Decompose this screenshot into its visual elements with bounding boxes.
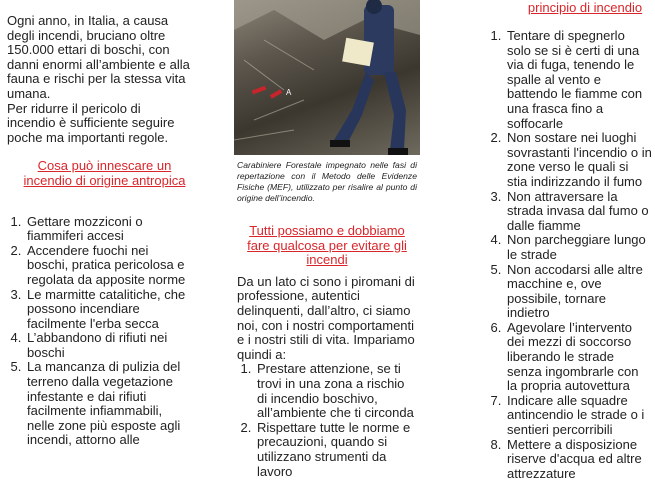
list-item: 1. Tentare di spegnerlo solo se si è certi di una via di fuga, tenendo le spalle al vento e battendo le fiamme con una frasca fino a soffocarle [505,29,652,131]
list-item: 2. Accendere fuochi nei boschi, pratica pericolosa e regolata da apposite norme [25,244,192,288]
section-heading: Cosa può innescare un incendio di origine antropica [23,158,186,188]
list-item: 1. Gettare mozziconi o fiammiferi accesi [25,215,192,244]
list-item: 8. Mettere a disposizione riserve d'acqua ed altre attrezzature [505,438,652,481]
list-item: 5. La mancanza di pulizia del terreno dalla vegetazione infestante e dai rifiuti facilmente infiammabili, nelle zone più esposte agli incendi, attorno alle [25,360,192,448]
list-item: 2. Rispettare tutte le norme e precauzioni, quando si utilizzano strumenti da lavoro [255,421,417,479]
list-item: 7. Indicare alle squadre antincendio le strade o i sentieri percorribili [505,394,652,438]
intro-text-2: Per ridurre il pericolo di incendio è sufficiente seguire poche ma importanti regole. [7,100,175,145]
list-item: 6. Agevolare l’intervento dei mezzi di soccorso liberando le strade senza ingombrarle con la propria autovettura [505,321,652,394]
list-item: 4. L’abbandono di rifiuti nei boschi [25,331,192,360]
section-heading: Tutti possiamo e dobbiamo fare qualcosa per evitare gli incendi [247,223,407,268]
right-column [487,29,652,481]
photo-marker-label: A [286,88,292,97]
carabiniere-photo-illustration [234,0,420,155]
behaviour-list [487,29,652,481]
list-item: 3. Non attraversare la strada invasa dal fumo o dalle fiamme [505,190,652,234]
causes-list [7,215,192,449]
list-item: 1. Prestare attenzione, se ti trovi in una zona a rischio di incendio boschivo, all’ambiente che ti circonda [255,362,417,420]
prevention-list [237,362,417,479]
forensic-photo [234,0,420,155]
intro-text: Ogni anno, in Italia, a causa degli incendi, bruciano oltre 150.000 ettari di boschi, con danni enormi all’ambiente e alla fauna e rischi per la stessa vita umana. [7,13,190,101]
list-item: 2. Non sostare nei luoghi sovrastanti l'incendio o in zone verso le quali si stia indirizzando il fumo [505,131,652,189]
list-item: 3. Le marmitte catalitiche, che possono incendiare facilmente l'erba secca [25,288,192,332]
list-item: 5. Non accodarsi alle altre macchine e, ove possibile, tornare indietro [505,263,652,321]
body-text: Da un lato ci sono i piromani di professione, autentici delinquenti, dall’altro, ci siamo noi, con i nostri comportamenti e i nostri stili di vita. Impariamo quindi a: [237,273,415,362]
list-item: 4. Non parcheggiare lungo le strade [505,233,652,262]
left-column [7,14,192,448]
photo-caption: Carabiniere Forestale impegnato nelle fasi di repertazione con il Metodo delle Evidenze Fisiche (MEF), utilizzato per risalire al punto di origine dell’incendio. [237,160,417,203]
middle-column [237,160,417,479]
section-heading: principio di incendio [527,0,643,15]
